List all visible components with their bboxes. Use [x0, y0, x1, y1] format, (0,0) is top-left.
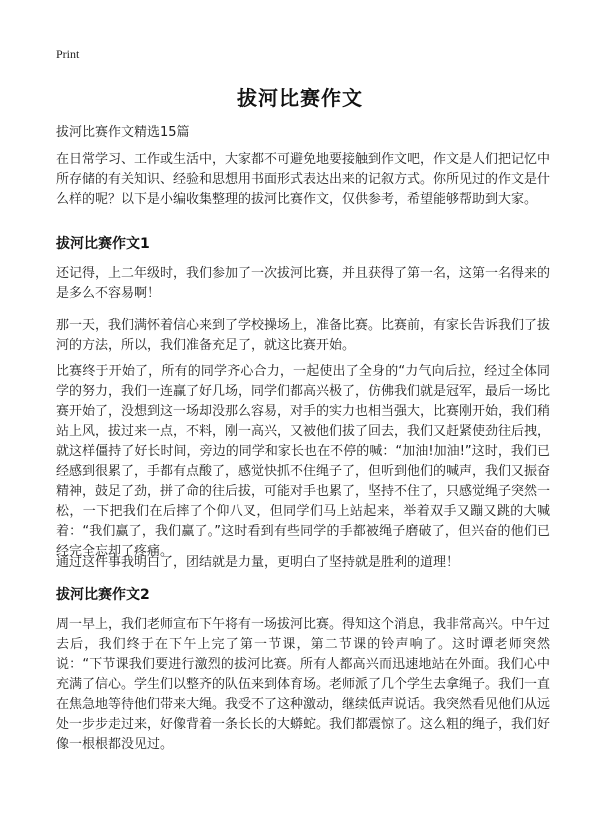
document-subtitle: 拔河比赛作文精选15篇 [56, 125, 190, 140]
section-1-paragraph-4: 通过这件事我明白了，团结就是力量，更明白了坚持就是胜利的道理！ [56, 555, 460, 570]
section-2-paragraph-1: 周一早上，我们老师宣布下午将有一场拔河比赛。得知这个消息，我非常高兴。中午过去后，我们终于在下午上完了第一节课，第二节课的铃声响了。这时谭老师突然说：“下节课我们要进行激烈的拔河比赛。所有人都高兴而迅速地站在外面。我们心中充满了信心。学生们以整齐的队伍来到体育场。老师派了几个学生去拿绳子。我们一直在焦急地等待他们带来大绳。我受不了这种激动，继续低声说话。我突然看见他们从远处一步步走过来，好像背着一条长长的大蟒蛇。我们都震惊了。这么粗的绳子，我们好像一根根都没见过。 [56, 617, 551, 752]
intro-paragraph: 在日常学习、工作或生活中，大家都不可避免地要接触到作文吧，作文是人们把记忆中所存储的有关知识、经验和思想用书面形式表达出来的记叙方式。你所见过的作文是什么样的呢？以下是小编收集整理的拔河比赛作文，仅供参考，希望能够帮助到大家。 [56, 152, 551, 207]
print-label: Print [56, 47, 80, 61]
section-1-paragraph-1: 还记得，上二年级时，我们参加了一次拔河比赛，并且获得了第一名，这第一名得来的是多么不容易啊！ [56, 266, 551, 301]
section-heading-1: 拔河比赛作文1 [56, 236, 150, 252]
section-heading-2: 拔河比赛作文2 [56, 587, 150, 603]
section-1-paragraph-2: 那一天，我们满怀着信心来到了学校操场上，准备比赛。比赛前，有家长告诉我们了拔河的方法，所以，我们准备充足了，就这比赛开始。 [56, 318, 551, 353]
page-title: 拔河比赛作文 [237, 86, 363, 110]
section-1-paragraph-3: 比赛终于开始了，所有的同学齐心合力，一起使出了全身的“力气向后拉，经过全体同学的努力，我们一连赢了好几场，同学们都高兴极了，仿佛我们就是冠军，最后一场比赛开始了，没想到这一场却没那么容易，对手的实力也相当强大，比赛刚开始，我们稍站上风，拔过来一点，不料，刚一高兴，又被他们拔了回去，我们又赶紧使劲往后拽，就这样僵持了好长时间，旁边的同学和家长也在不停的喊：“加油!加油!”这时，我们已经感到很累了，手都有点酸了，感觉快抓不住绳子了，但听到他们的喊声，我们又振奋精神，鼓足了劲，拼了命的往后拔，可能对手也累了，坚持不住了，只感觉绳子突然一松，一下把我们在后摔了个仰八叉，但同学们马上站起来，举着双手又蹦又跳的大喊着：“我们赢了，我们赢了。”这时看到有些同学的手都被绳子磨破了，但兴奋的他们已经完全忘却了疼痛。 [56, 364, 551, 559]
